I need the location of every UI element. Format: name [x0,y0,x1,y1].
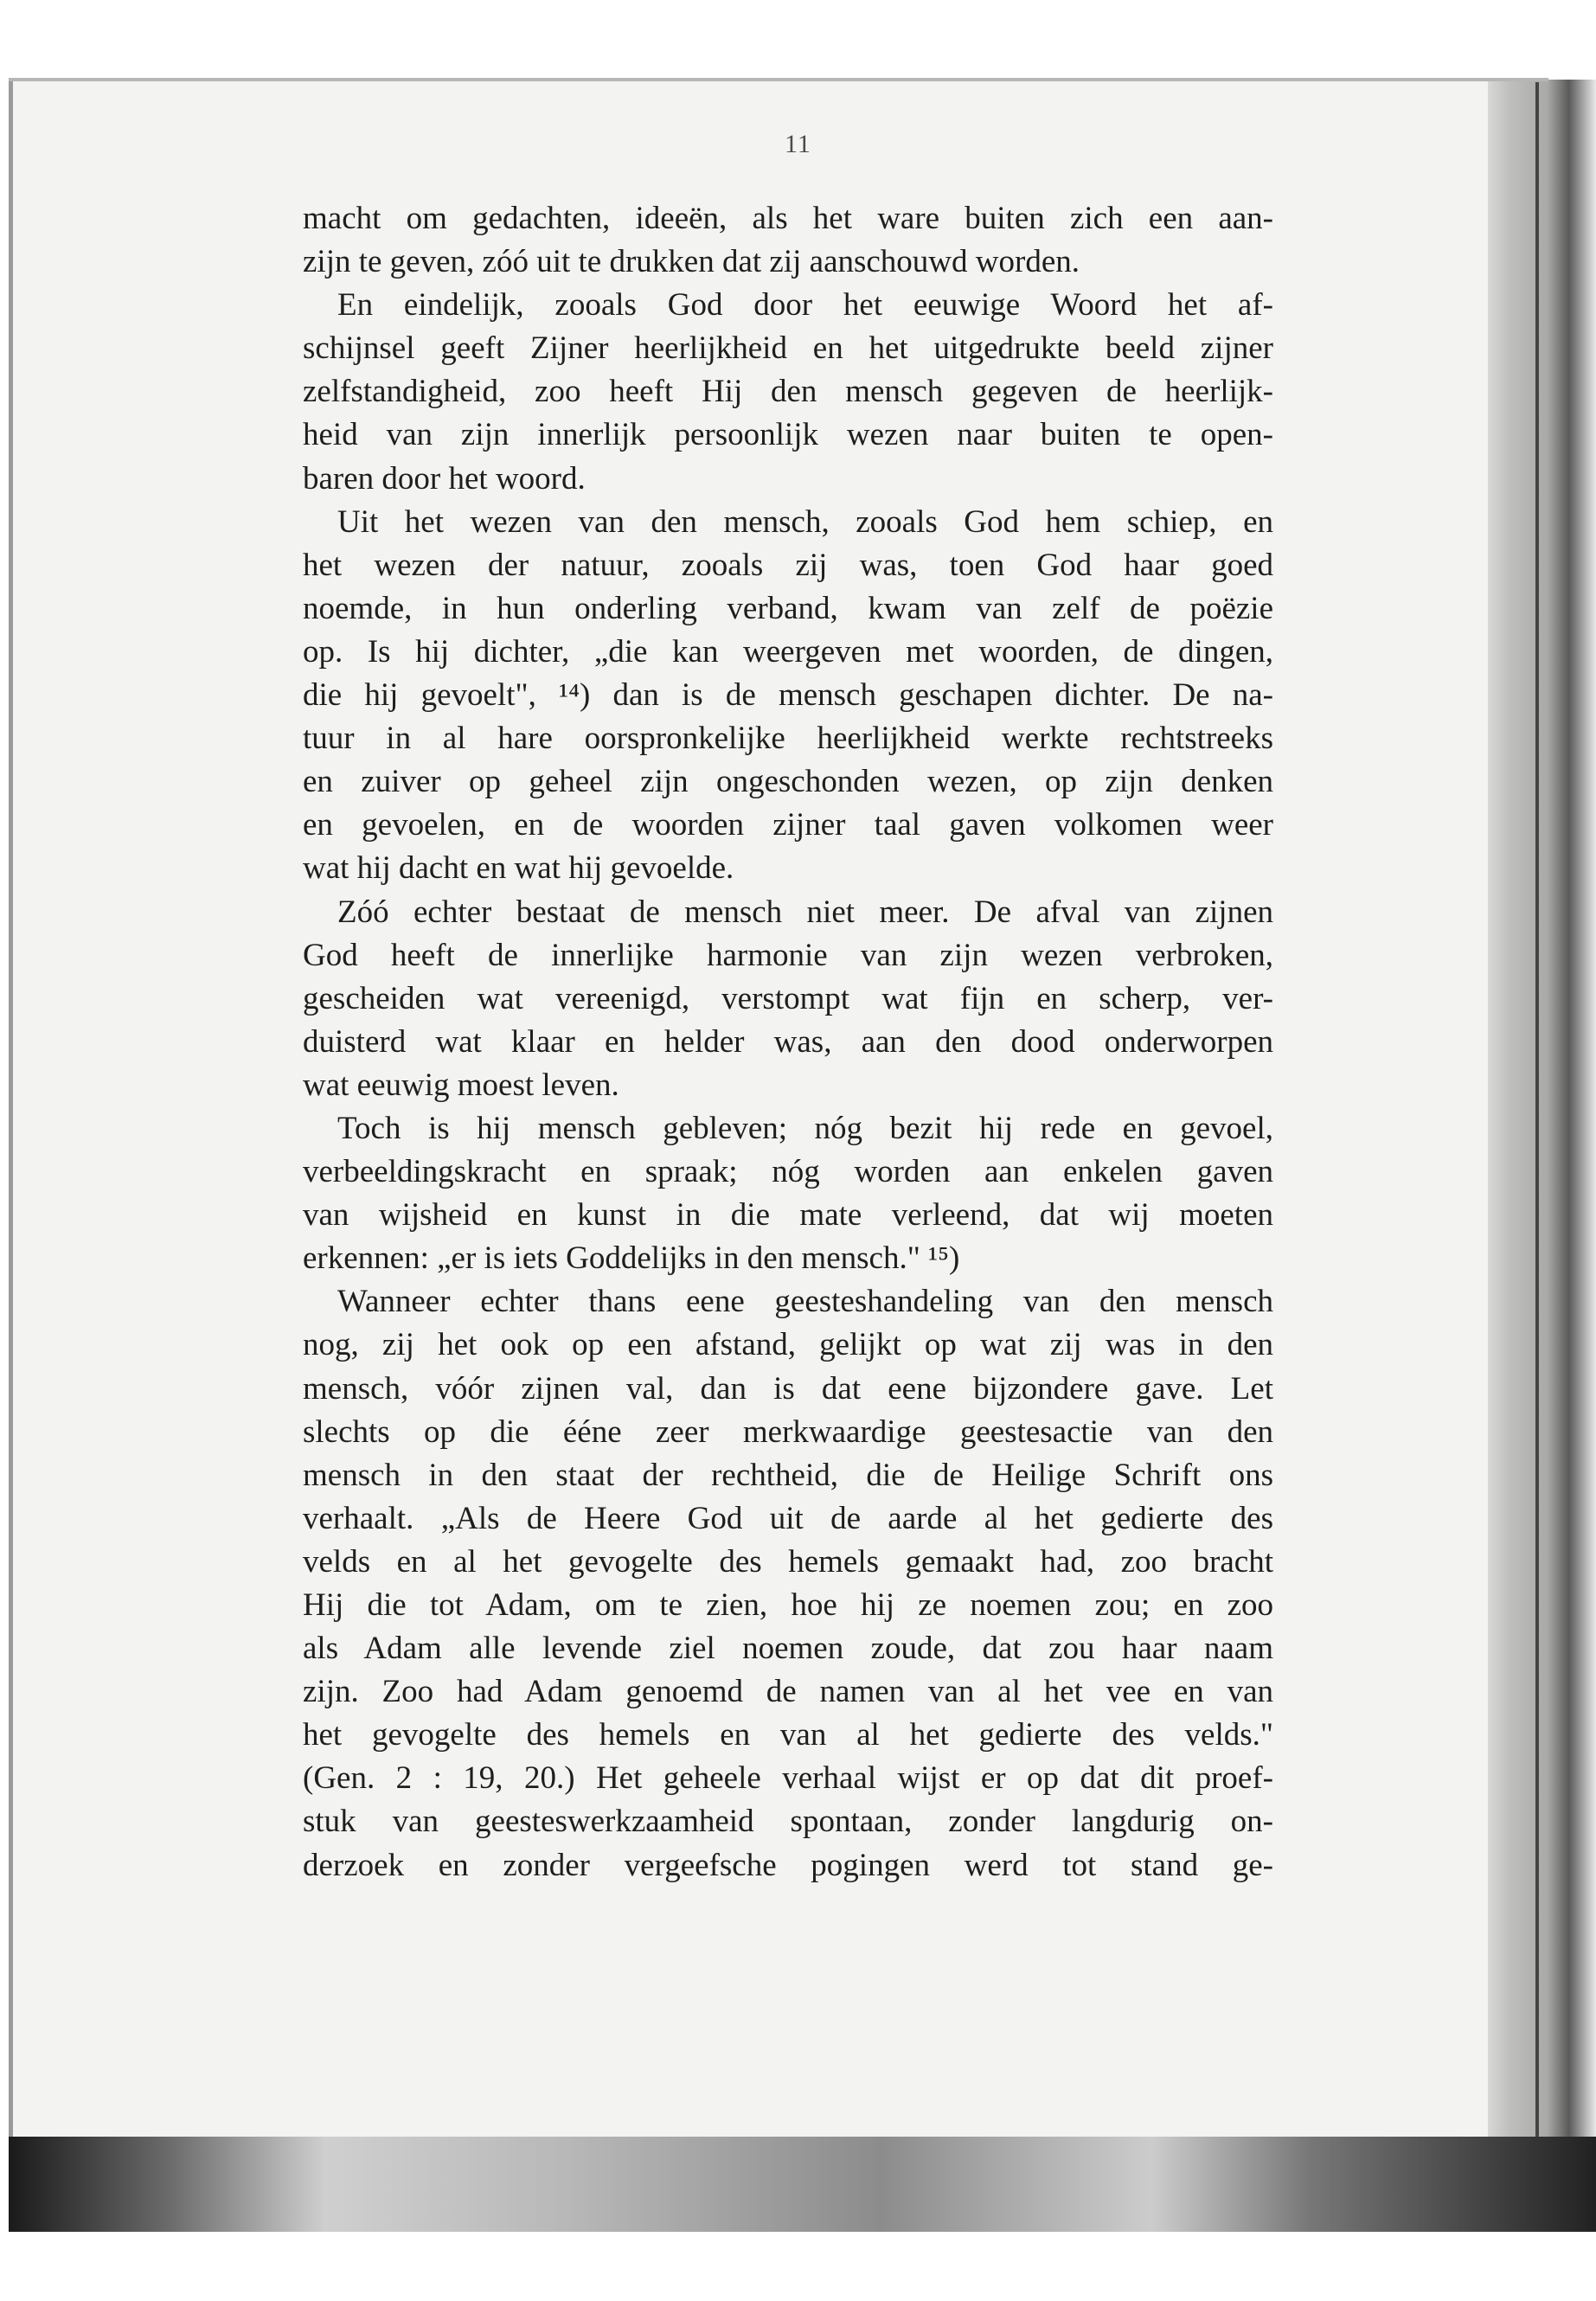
page-edge-line [1535,82,1539,2158]
text-line: duisterd wat klaar en helder was, aan den dood onderworpen [303,1023,1273,1060]
text-line: Wanneer echter thans eene geesteshandeling van den mensch [337,1284,1273,1320]
text-line: en zuiver op geheel zijn ongeschonden wezen, op zijn denken [303,764,1273,800]
text-line: van wijsheid en kunst in die mate verleend, dat wij moeten [303,1197,1273,1234]
text-line: het wezen der natuur, zooals zij was, toen God haar goed [303,547,1273,583]
text-line: God heeft de innerlijke harmonie van zijn wezen verbroken, [303,937,1273,973]
text-line: als Adam alle levende ziel noemen zoude, dat zou haar naam [303,1631,1273,1667]
text-line: zijn. Zoo had Adam genoemd de namen van al het vee en van [303,1674,1273,1710]
text-line: velds en al het gevogelte des hemels gemaakt had, zoo bracht [303,1543,1273,1580]
text-line: tuur in al hare oorspronkelijke heerlijkheid werkte rechtstreeks [303,721,1273,757]
text-line: mensch, vóór zijnen val, dan is dat eene bijzondere gave. Let [303,1370,1273,1407]
text-line: op. Is hij dichter, „die kan weergeven met woorden, de dingen, [303,633,1273,670]
text-line: schijnsel geeft Zijner heerlijkheid en het uitgedrukte beeld zijner [303,330,1273,367]
text-line: Uit het wezen van den mensch, zooals God hem schiep, en [337,503,1273,540]
text-line: (Gen. 2 : 19, 20.) Het geheele verhaal wijst er op dat dit proef- [303,1760,1273,1797]
text-line: zelfstandigheid, zoo heeft Hij den mensch gegeven de heerlijk- [303,374,1273,410]
text-line: zijn te geven, zóó uit te drukken dat zij aanschouwd worden. [303,244,1080,280]
text-line: En eindelijk, zooals God door het eeuwige Woord het af- [337,287,1273,324]
page-edge-shadow [1488,80,1596,2160]
text-line: noemde, in hun onderling verband, kwam van zelf de poëzie [303,590,1273,626]
text-line: baren door het woord. [303,460,586,497]
text-line: stuk van geesteswerkzaamheid spontaan, zonder langdurig on- [303,1804,1273,1840]
text-line: verhaalt. „Als de Heere God uit de aarde al het gedierte des [303,1500,1273,1536]
text-line: heid van zijn innerlijk persoonlijk wezen naar buiten te open- [303,417,1273,453]
text-line: Zóó echter bestaat de mensch niet meer. De afval van zijnen [337,894,1273,930]
page-top-edge [9,78,1548,81]
text-line: macht om gedachten, ideeën, als het ware buiten zich een aan- [303,201,1273,236]
text-line: mensch in den staat der rechtheid, die de Heilige Schrift ons [303,1457,1273,1493]
page-number: 11 [785,130,811,158]
text-line: gescheiden wat vereenigd, verstompt wat fijn en scherp, ver- [303,980,1273,1016]
text-line: derzoek en zonder vergeefsche pogingen werd tot stand ge- [303,1847,1273,1883]
text-line: erkennen: „er is iets Goddelijks in den mensch." ¹⁵) [303,1240,960,1277]
text-line: Hij die tot Adam, om te zien, hoe hij ze noemen zou; en zoo [303,1587,1273,1623]
text-line: en gevoelen, en de woorden zijner taal gaven volkomen weer [303,807,1273,843]
text-line: wat hij dacht en wat hij gevoelde. [303,850,734,887]
body-text [303,197,1273,1888]
text-line: die hij gevoelt", ¹⁴) dan is de mensch geschapen dichter. De na- [303,677,1273,714]
text-line: verbeeldingskracht en spraak; nóg worden aan enkelen gaven [303,1154,1273,1190]
text-line: Toch is hij mensch gebleven; nóg bezit hij rede en gevoel, [337,1110,1273,1146]
text-line: wat eeuwig moest leven. [303,1067,619,1103]
text-line: het gevogelte des hemels en van al het gedierte des velds." [303,1717,1273,1753]
bottom-scan-shadow [9,2137,1596,2232]
text-line: slechts op die ééne zeer merkwaardige geestesactie van den [303,1413,1273,1450]
text-line: nog, zij het ook op een afstand, gelijkt op wat zij was in den [303,1327,1273,1363]
